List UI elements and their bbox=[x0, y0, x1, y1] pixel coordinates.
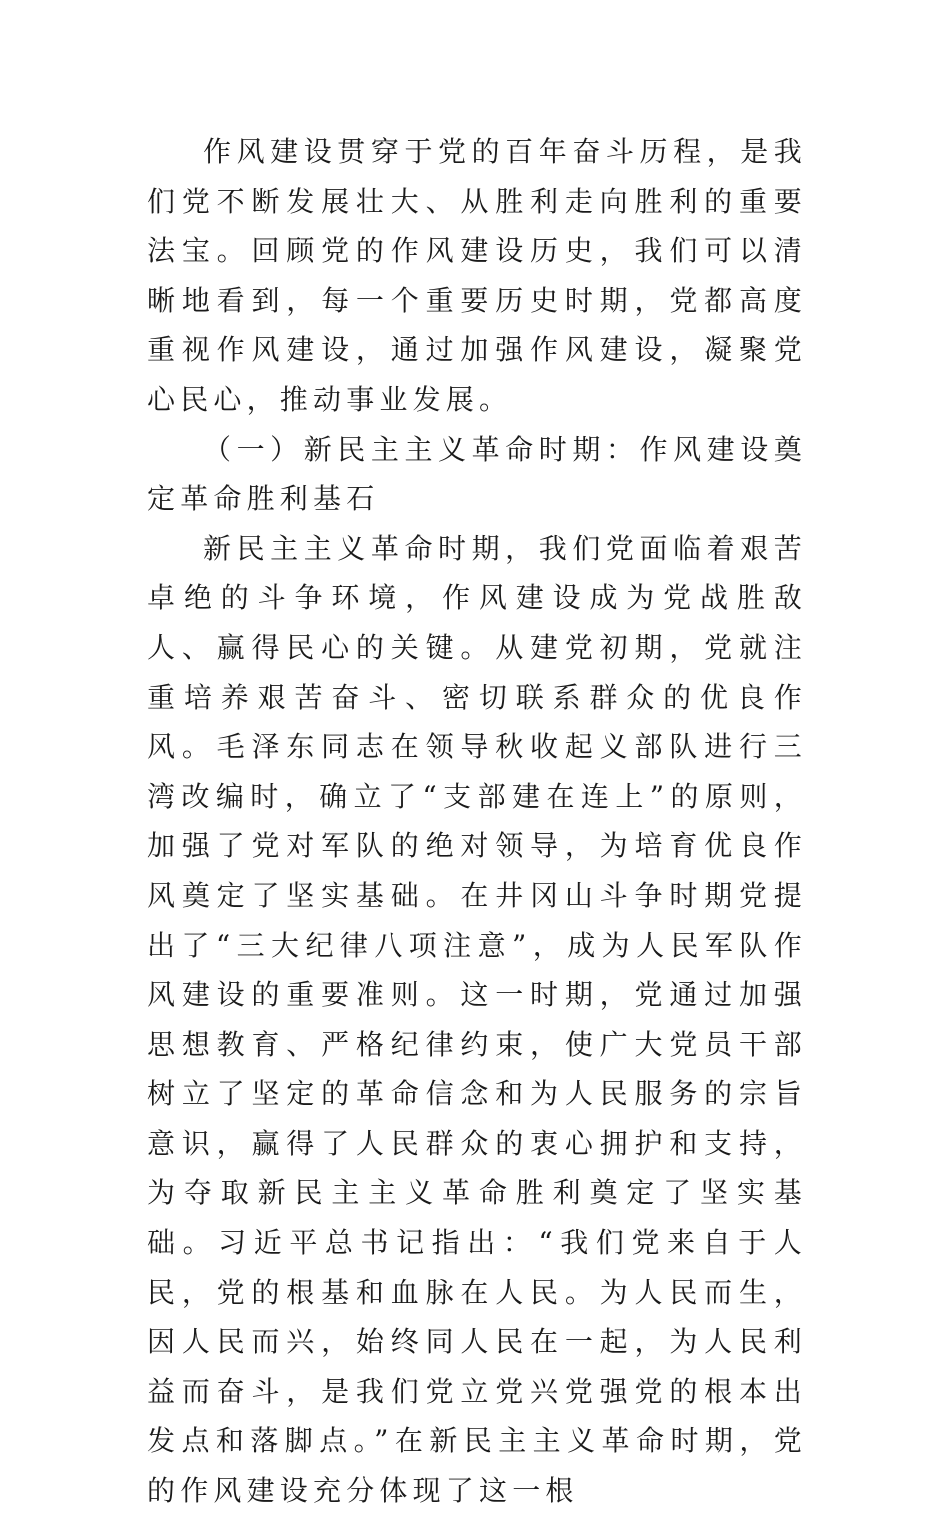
section-heading: （一）新民主主义革命时期：作风建设奠定革命胜利基石 bbox=[147, 432, 807, 516]
intro-paragraph: 作风建设贯穿于党的百年奋斗历程，是我们党不断发展壮大、从胜利走向胜利的重要法宝。回顾党的作风建设历史，我们可以清晰地看到，每一个重要历史时期，党都高度重视作风建设，通过加强作风建设，凝聚党心民心，推动事业发展。 bbox=[147, 135, 807, 416]
document-body bbox=[147, 127, 807, 1516]
body-paragraph: 新民主主义革命时期，我们党面临着艰苦卓绝的斗争环境，作风建设成为党战胜敌人、赢得民心的关键。从建党初期，党就注重培养艰苦奋斗、密切联系群众的优良作风。毛泽东同志在领导秋收起义部队进行三湾改编时，确立了“支部建在连上”的原则，加强了党对军队的绝对领导，为培育优良作风奠定了坚实基础。在井冈山斗争时期党提出了“三大纪律八项注意”，成为人民军队作风建设的重要准则。这一时期，党通过加强思想教育、严格纪律约束，使广大党员干部树立了坚定的革命信念和为人民服务的宗旨意识，赢得了人民群众的衷心拥护和支持，为夺取新民主主义革命胜利奠定了坚实基础。习近平总书记指出：“我们党来自于人民，党的根基和血脉在人民。为人民而生，因人民而兴，始终同人民在一起，为人民利益而奋斗，是我们党立党兴党强党的根本出发点和落脚点。”在新民主主义革命时期，党的作风建设充分体现了这一根 bbox=[147, 531, 807, 1508]
